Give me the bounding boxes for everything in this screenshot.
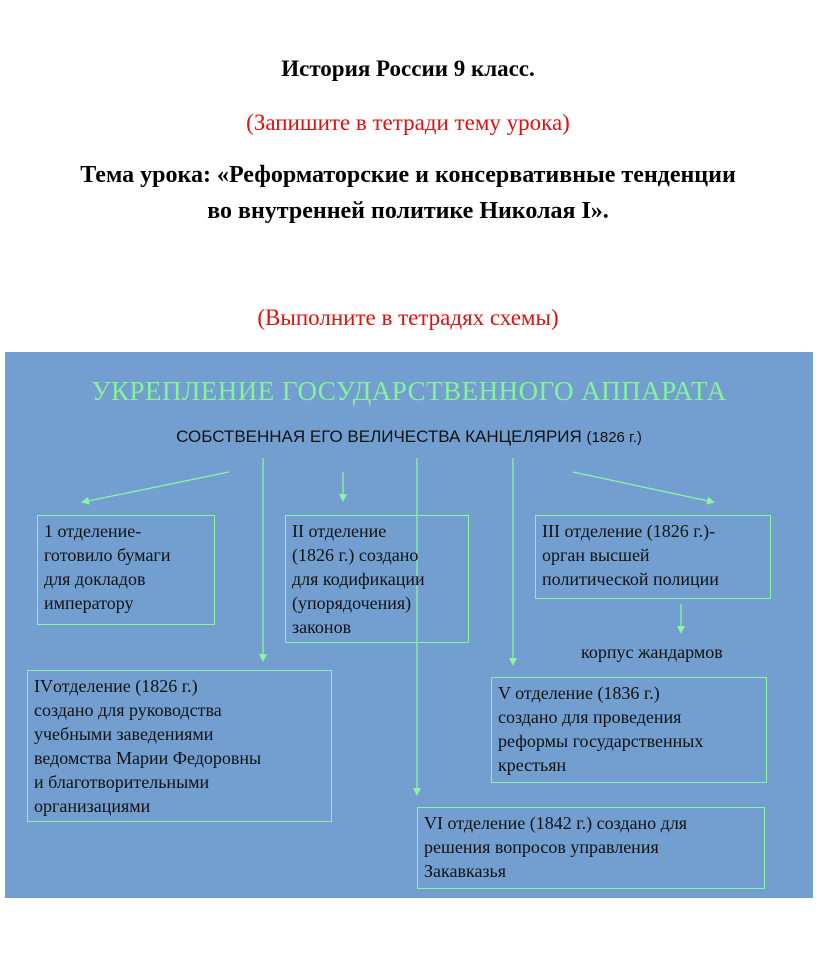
department-3-line: политической полиции [542, 569, 719, 589]
arrow-to-dept1 [83, 472, 229, 502]
gendarmes-corps-label: корпус жандармов [581, 642, 723, 662]
department-1-box [37, 515, 215, 625]
department-6-line: VI отделение (1842 г.) создано для [424, 813, 688, 833]
department-5-line: крестьян [498, 755, 567, 775]
department-2-line: (упорядочения) [292, 593, 412, 613]
chancellery-year: (1826 г.) [586, 429, 642, 446]
department-6-line: Закавказья [424, 861, 507, 881]
diagram-title: УКРЕПЛЕНИЕ ГОСУДАРСТВЕННОГО АППАРАТА [91, 376, 727, 406]
department-6-box [417, 807, 765, 889]
department-4-line: организациями [34, 796, 151, 816]
department-5-line: V отделение (1836 г.) [498, 683, 660, 703]
department-3-line: орган высшей [542, 545, 650, 565]
department-6-line: решения вопросов управления [424, 837, 659, 857]
arrow-to-dept3 [573, 472, 713, 502]
department-3-box [535, 515, 771, 599]
department-5-line: создано для проведения [498, 707, 682, 727]
chancellery-root [5, 427, 813, 447]
state-apparatus-diagram [5, 352, 813, 898]
lesson-topic-line-2: во внутренней политике Николая I». [207, 198, 609, 224]
department-5-line: реформы государственных [498, 731, 704, 751]
department-3-line: III отделение (1826 г.)- [542, 521, 716, 541]
department-2-line: (1826 г.) создано [292, 545, 419, 565]
department-4-line: IVотделение (1826 г.) [34, 676, 198, 696]
department-1-line: для докладов [44, 569, 146, 589]
department-4-line: учебными заведениями [34, 724, 214, 744]
department-4-box [27, 670, 332, 822]
page-title: История России 9 класс. [281, 56, 535, 81]
department-2-box [285, 515, 469, 643]
department-1-line: 1 отделение- [44, 521, 142, 541]
department-5-box [491, 677, 767, 783]
department-1-line: готовило бумаги [44, 545, 171, 565]
department-4-line: ведомства Марии Федоровны [34, 748, 262, 768]
department-2-line: законов [292, 617, 352, 637]
lesson-topic-line-1: Тема урока: «Реформаторские и консервативные тенденции [80, 162, 736, 188]
department-2-line: II отделение [292, 521, 387, 541]
department-2-line: для кодификации [292, 569, 425, 589]
instruction-scheme: (Выполните в тетрадях схемы) [257, 305, 559, 330]
instruction-topic: (Запишите в тетради тему урока) [246, 110, 570, 135]
department-4-line: и благотворительными [34, 772, 210, 792]
department-4-line: создано для руководства [34, 700, 222, 720]
chancellery-name: СОБСТВЕННАЯ ЕГО ВЕЛИЧЕСТВА КАНЦЕЛЯРИЯ [176, 427, 582, 446]
department-1-line: императору [44, 593, 134, 613]
